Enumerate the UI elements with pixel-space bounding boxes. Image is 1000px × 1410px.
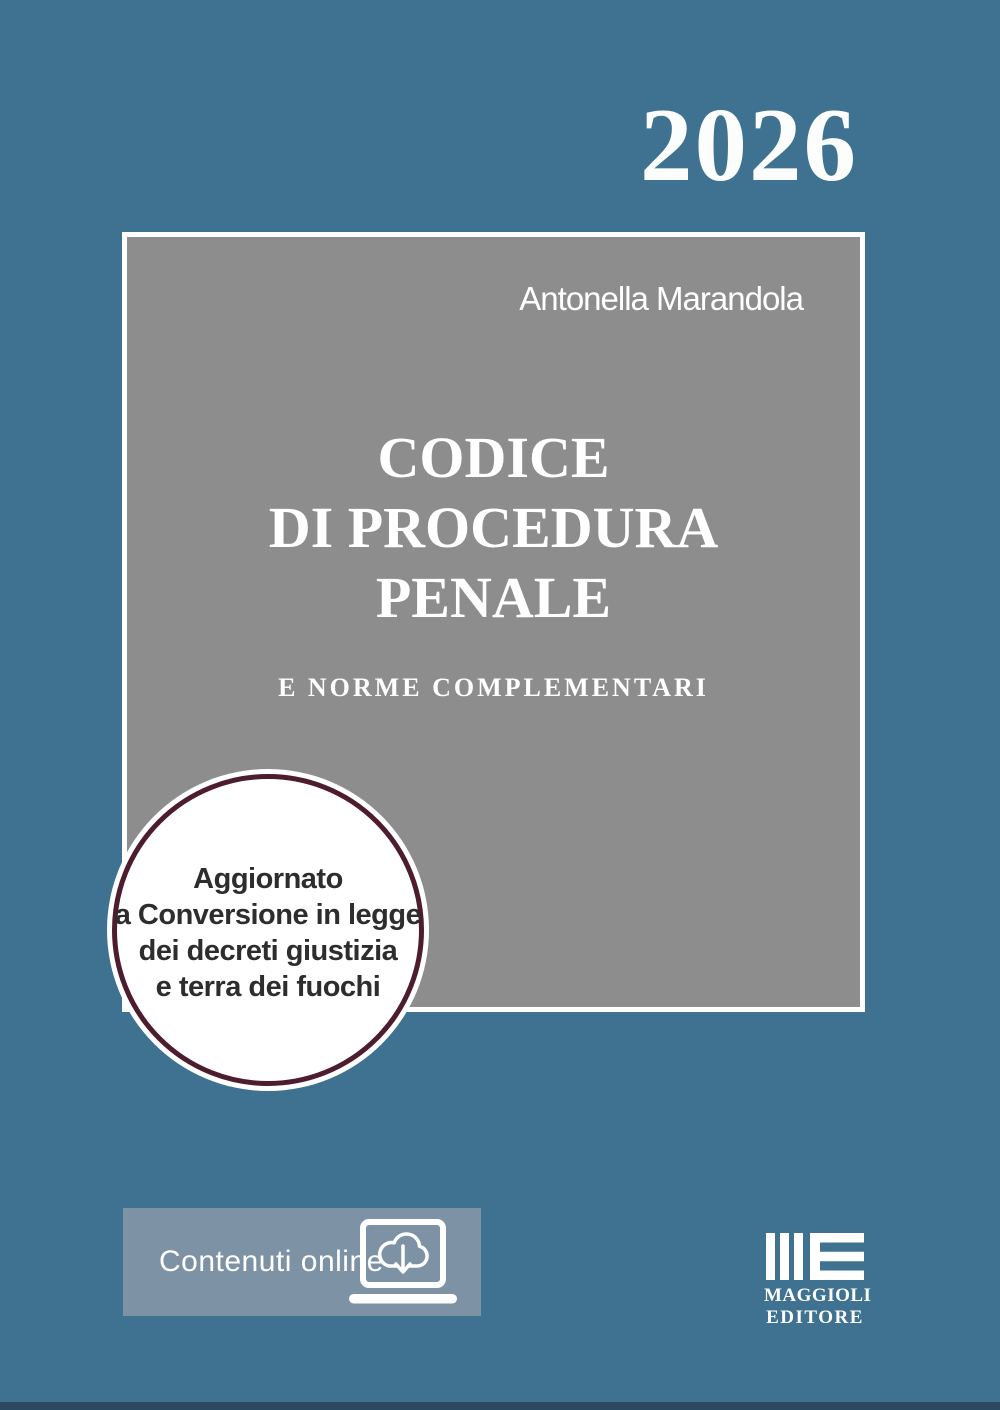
maggioli-me-mark-icon [766,1233,864,1280]
online-contents-bar [123,1208,481,1316]
laptop-cloud-download-icon [347,1219,459,1307]
publisher-name-maggioli: MAGGIOLI [764,1285,872,1306]
bottom-strip [0,1402,1000,1410]
book-title-line: CODICE [377,425,610,490]
camera-dot-icon [401,1226,406,1231]
edition-year: 2026 [640,86,858,203]
book-title-line: PENALE [375,565,612,630]
update-badge [107,769,429,1091]
badge-text-line: dei decreti giustizia [138,935,398,967]
book-title-line: DI PROCEDURA [268,495,719,560]
online-contents-label: Contenuti online [159,1245,384,1278]
publisher-name-editore: EDITORE [766,1307,864,1328]
author-name: Antonella Marandola [519,280,803,317]
badge-text-line: Aggiornato [193,863,343,895]
publisher-logo [764,1233,872,1329]
book-subtitle: E NORME COMPLEMENTARI [278,673,709,702]
badge-text [115,855,421,1005]
badge-text-line: a Conversione in legge [114,899,422,931]
book-title [127,423,860,633]
badge-text-line: e terra dei fuochi [155,971,381,1003]
